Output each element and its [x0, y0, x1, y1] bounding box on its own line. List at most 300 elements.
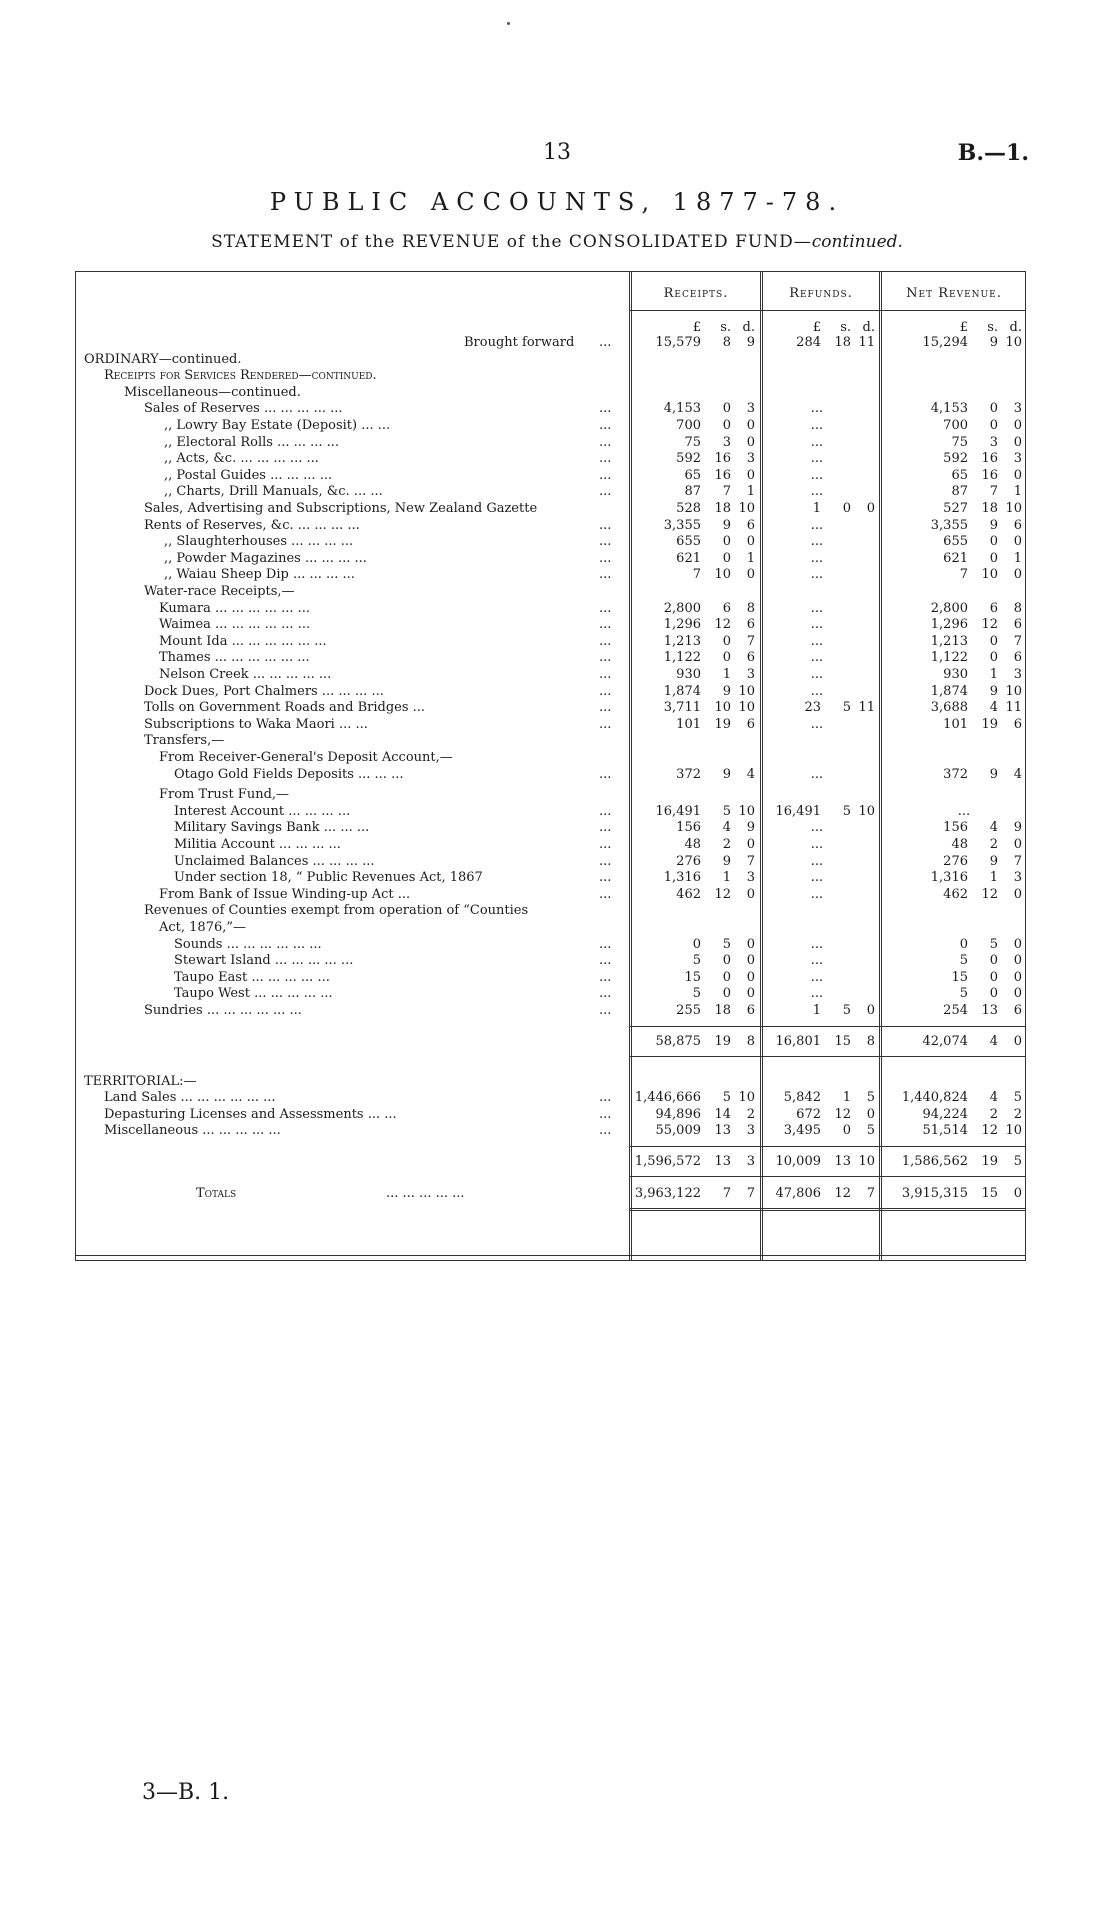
shillings-value: 9: [989, 853, 998, 869]
pounds-value: 3,495: [783, 1123, 821, 1139]
pence-value: 0: [746, 418, 755, 433]
pounds-value: 3,963,122: [634, 1186, 701, 1201]
shillings-value: 10: [714, 567, 731, 583]
pence-value: 10: [1005, 1123, 1022, 1139]
pounds-value: 48: [684, 837, 701, 852]
table-row: [76, 920, 1027, 936]
shillings-value: 10: [981, 567, 998, 583]
table-row: [76, 767, 1027, 783]
pence-value: 9: [1013, 820, 1022, 836]
ref-amount: [763, 1154, 877, 1170]
pounds-value: 65: [684, 467, 701, 483]
table-row: [76, 717, 1027, 733]
net-amount: [882, 837, 1024, 853]
pence-value: 0: [746, 837, 755, 852]
pounds-value: 15: [684, 969, 701, 985]
pounds-value: 55,009: [655, 1123, 701, 1139]
shillings-value: 0: [722, 969, 731, 985]
pence-value: 0: [866, 1106, 875, 1122]
pounds-value: 58,875: [655, 1033, 701, 1049]
shillings-value: 2: [989, 837, 998, 852]
leader-dots: ...: [599, 401, 612, 417]
territorial-total-row: [76, 1154, 1027, 1170]
row-description: Miscellaneous ... ... ... ... ...: [104, 1123, 281, 1139]
net-amount: [882, 617, 1024, 633]
row-description: Revenues of Counties exempt from operation of “Counties: [144, 903, 529, 919]
shillings-value: 0: [989, 633, 998, 649]
pence-value: 6: [1013, 617, 1022, 633]
shillings-value: 18: [714, 1003, 731, 1018]
ref-placeholder: [763, 418, 877, 434]
rec-amount: [632, 451, 757, 467]
rec-amount: [632, 534, 757, 550]
table-row: [76, 617, 1027, 633]
pence-value: 3: [746, 870, 755, 886]
pence-value: 6: [746, 517, 755, 533]
pounds-value: 1: [812, 501, 821, 516]
pounds-value: 1,586,562: [901, 1154, 968, 1169]
pence-value: 0: [1013, 534, 1022, 550]
row-description: ,, Slaughterhouses ... ... ... ...: [164, 534, 354, 550]
pounds-value: 5,842: [783, 1090, 821, 1106]
pence-value: 0: [1013, 1186, 1022, 1201]
shilling-symbol: s.: [987, 320, 998, 335]
table-row: [76, 804, 1027, 820]
net-amount: [882, 634, 1024, 650]
leader-dots: ...: [599, 600, 612, 616]
pence-value: 0: [1013, 434, 1022, 450]
shillings-value: 0: [989, 401, 998, 417]
shillings-value: 0: [989, 969, 998, 985]
pounds-value: 276: [943, 853, 968, 869]
table-row: [76, 534, 1027, 550]
ref-placeholder: [763, 435, 877, 451]
pence-value: 6: [1013, 517, 1022, 533]
nil-marker: ...: [810, 766, 824, 782]
table-row: [76, 501, 1027, 517]
net-amount: [882, 501, 1024, 517]
row-description: ,, Powder Magazines ... ... ... ...: [164, 550, 367, 566]
row-description: From Bank of Issue Winding-up Act ...: [159, 886, 411, 902]
leader-dots: ...: [599, 716, 612, 732]
rec-amount: [632, 700, 757, 716]
pounds-value: 372: [676, 766, 701, 782]
table-row: [76, 368, 1027, 384]
rec-amount: [632, 335, 757, 351]
leader-dots: ... ... ... ... ...: [386, 1186, 465, 1201]
pence-value: 4: [1013, 766, 1022, 782]
shillings-value: 5: [842, 1003, 851, 1018]
rec-amount: [632, 717, 757, 733]
pounds-value: 16,491: [655, 803, 701, 819]
shillings-value: 19: [714, 716, 731, 732]
net-amount: [882, 937, 1024, 953]
row-description: ,, Electoral Rolls ... ... ... ...: [164, 434, 340, 450]
shillings-value: 0: [722, 953, 731, 969]
row-description: Sundries ... ... ... ... ... ...: [144, 1003, 302, 1018]
ink-speck: [507, 22, 510, 25]
pounds-value: 47,806: [775, 1186, 821, 1201]
row-description: Taupo West ... ... ... ... ...: [174, 986, 333, 1002]
shillings-value: 10: [714, 700, 731, 716]
shillings-value: 13: [714, 1123, 731, 1139]
pence-value: 6: [746, 650, 755, 666]
pounds-value: 3,711: [663, 700, 701, 716]
row-description: Miscellaneous—continued.: [124, 384, 301, 400]
leader-dots: ...: [599, 650, 612, 666]
shillings-value: 0: [989, 986, 998, 1002]
table-row: [76, 468, 1027, 484]
pence-value: 0: [746, 953, 755, 969]
pounds-value: 1,316: [663, 870, 701, 886]
pence-value: 7: [746, 633, 755, 649]
pounds-value: 87: [951, 484, 968, 500]
row-description: Stewart Island ... ... ... ... ...: [174, 953, 354, 969]
pounds-value: 75: [684, 434, 701, 450]
pence-value: 7: [1013, 633, 1022, 649]
shillings-value: 14: [714, 1106, 731, 1122]
net-amount: [882, 601, 1024, 617]
ref-placeholder: [763, 617, 877, 633]
net-amount: [882, 1090, 1024, 1106]
nil-marker: ...: [810, 467, 824, 483]
row-description: ,, Lowry Bay Estate (Deposit) ... ...: [164, 418, 391, 433]
row-description: Taupo East ... ... ... ... ...: [174, 969, 330, 985]
pence-value: 11: [858, 335, 875, 350]
shillings-value: 9: [722, 766, 731, 782]
shillings-value: 1: [989, 870, 998, 886]
table-row: [76, 435, 1027, 451]
shillings-value: 0: [722, 550, 731, 566]
pounds-value: 930: [676, 667, 701, 682]
shillings-value: 0: [722, 650, 731, 666]
pounds-value: 621: [943, 550, 968, 566]
pounds-value: 930: [943, 667, 968, 682]
leader-dots: ...: [599, 418, 612, 433]
pence-value: 0: [746, 434, 755, 450]
net-amount: [882, 1186, 1024, 1202]
table-row: [76, 953, 1027, 969]
pence-value: 6: [1013, 1003, 1022, 1018]
leader-dots: ...: [599, 820, 612, 836]
pence-value: 10: [1005, 501, 1022, 516]
shillings-value: 9: [989, 517, 998, 533]
nil-marker: ...: [810, 550, 824, 566]
shillings-value: 9: [722, 853, 731, 869]
pence-value: 5: [1013, 1090, 1022, 1106]
shillings-value: 6: [989, 600, 998, 616]
pence-value: 10: [738, 700, 755, 716]
pounds-value: 7: [959, 567, 968, 583]
shillings-value: 1: [722, 870, 731, 886]
rec-amount: [632, 1003, 757, 1019]
net-amount: [882, 1034, 1024, 1050]
shillings-value: 0: [842, 501, 851, 516]
net-amount: [882, 1003, 1024, 1019]
nil-marker: ...: [810, 633, 824, 649]
section-heading: TERRITORIAL:—: [84, 1073, 197, 1089]
table-row: [76, 385, 1027, 401]
table-row: [76, 567, 1027, 583]
ref-placeholder: [763, 567, 877, 583]
pounds-value: 1,213: [663, 633, 701, 649]
ref-placeholder: [763, 667, 877, 683]
pence-value: 0: [746, 986, 755, 1002]
row-description: ,, Waiau Sheep Dip ... ... ... ...: [164, 567, 355, 583]
shillings-value: 12: [981, 886, 998, 902]
pounds-value: 156: [943, 820, 968, 836]
ref-placeholder: [763, 767, 877, 783]
nil-marker: ...: [810, 567, 824, 583]
pounds-value: 7: [692, 567, 701, 583]
shillings-value: 12: [834, 1186, 851, 1201]
shillings-value: 2: [722, 837, 731, 852]
leader-dots: ...: [599, 1123, 612, 1139]
shillings-value: 18: [834, 335, 851, 350]
shillings-value: 9: [989, 766, 998, 782]
table-row: [76, 750, 1027, 766]
table-row: [76, 870, 1027, 886]
rec-amount: [632, 551, 757, 567]
net-amount: [882, 418, 1024, 434]
rec-amount: [632, 937, 757, 953]
pence-value: 3: [1013, 870, 1022, 886]
shillings-value: 16: [981, 467, 998, 483]
table-row: [76, 551, 1027, 567]
net-amount: [882, 970, 1024, 986]
table-row: [76, 401, 1027, 417]
rec-amount: [632, 970, 757, 986]
rec-amount: [632, 484, 757, 500]
net-amount: [882, 1107, 1024, 1123]
pounds-value: 42,074: [922, 1033, 968, 1049]
pounds-value: 700: [676, 418, 701, 433]
pounds-value: 15,294: [922, 335, 968, 350]
shillings-value: 7: [989, 484, 998, 500]
shillings-value: 5: [989, 936, 998, 952]
pence-value: 10: [858, 1154, 875, 1169]
net-amount: [882, 451, 1024, 467]
ref-placeholder: [763, 970, 877, 986]
shillings-value: 12: [714, 617, 731, 633]
pounds-value: 672: [796, 1106, 821, 1122]
pounds-value: 1,440,824: [901, 1090, 968, 1106]
nil-marker: ...: [810, 534, 824, 550]
nil-marker: ...: [810, 986, 824, 1002]
table-row: [76, 1123, 1027, 1139]
totals-label: Totals: [196, 1186, 237, 1201]
ref-placeholder: [763, 937, 877, 953]
pence-value: 10: [858, 803, 875, 819]
subtitle-main: STATEMENT of the REVENUE of the CONSOLIDATED FUND—: [211, 232, 812, 252]
pence-value: 5: [866, 1090, 875, 1106]
rec-amount: [632, 601, 757, 617]
row-description: Thames ... ... ... ... ... ...: [159, 650, 310, 666]
nil-marker: ...: [810, 600, 824, 616]
pence-symbol: d.: [1009, 320, 1022, 335]
ref-placeholder: [763, 650, 877, 666]
leader-dots: ...: [599, 969, 612, 985]
leader-dots: ...: [599, 683, 612, 699]
shillings-value: 1: [842, 1090, 851, 1106]
pence-value: 0: [746, 567, 755, 583]
pence-value: 10: [738, 683, 755, 699]
table-row: [76, 518, 1027, 534]
table-row: [76, 733, 1027, 749]
pounds-value: 2,800: [663, 600, 701, 616]
net-amount: [882, 435, 1024, 451]
leader-dots: ...: [599, 803, 612, 819]
net-amount: [882, 953, 1024, 969]
row-description: Act, 1876,”—: [159, 920, 247, 935]
pence-value: 1: [746, 484, 755, 500]
subtotal-rule: [629, 1146, 1025, 1147]
table-row: [76, 335, 1027, 351]
shillings-value: 0: [842, 1123, 851, 1139]
ref-placeholder: [763, 854, 877, 870]
net-amount: [882, 468, 1024, 484]
subtotal-rule: [629, 1026, 1025, 1027]
shillings-value: 12: [981, 617, 998, 633]
row-description: Sales of Reserves ... ... ... ... ...: [144, 401, 343, 417]
pounds-value: 592: [676, 451, 701, 467]
pence-value: 8: [866, 1033, 875, 1049]
shillings-value: 4: [989, 1033, 998, 1049]
ref-placeholder: [763, 634, 877, 650]
leader-dots: ...: [599, 1003, 612, 1018]
net-amount: [882, 1154, 1024, 1170]
pence-value: 0: [866, 1003, 875, 1018]
ordinary-total-row: [76, 1034, 1027, 1050]
pounds-value: 255: [676, 1003, 701, 1018]
ref-placeholder: [763, 820, 877, 836]
pence-value: 0: [1013, 837, 1022, 852]
shillings-value: 12: [714, 886, 731, 902]
shillings-value: 2: [989, 1106, 998, 1122]
table-row: [76, 684, 1027, 700]
shillings-value: 0: [989, 953, 998, 969]
pounds-value: 3,355: [930, 517, 968, 533]
net-amount: [882, 700, 1024, 716]
row-description: Tolls on Government Roads and Bridges ...: [144, 700, 426, 716]
shillings-value: 3: [722, 434, 731, 450]
ref-amount: [763, 1090, 877, 1106]
nil-marker: ...: [810, 716, 824, 732]
shillings-value: 1: [722, 667, 731, 682]
row-description: Water-race Receipts,—: [144, 584, 295, 599]
grand-totals-row: [76, 1186, 1027, 1202]
shillings-value: 9: [722, 683, 731, 699]
rec-amount: [632, 820, 757, 836]
pound-symbol: £: [692, 320, 701, 335]
ref-placeholder: [763, 468, 877, 484]
pounds-value: 592: [943, 451, 968, 467]
pence-value: 7: [1013, 853, 1022, 869]
shillings-value: 19: [981, 1154, 998, 1169]
rec-amount: [632, 518, 757, 534]
ref-amount: [763, 501, 877, 517]
pence-value: 9: [746, 335, 755, 350]
rec-amount: [632, 501, 757, 517]
row-description: Sales, Advertising and Subscriptions, New Zealand Gazette: [144, 501, 538, 516]
shillings-value: 3: [989, 434, 998, 450]
rec-amount: [632, 401, 757, 417]
shillings-value: 9: [989, 335, 998, 350]
ref-placeholder: [763, 837, 877, 853]
net-amount: [882, 650, 1024, 666]
row-description: Military Savings Bank ... ... ...: [174, 820, 370, 836]
pounds-value: 156: [676, 820, 701, 836]
pounds-value: 75: [951, 434, 968, 450]
ref-amount: [763, 1107, 877, 1123]
nil-marker: ...: [810, 650, 824, 666]
pounds-value: 10,009: [775, 1154, 821, 1169]
subtotal-rule: [629, 1056, 1025, 1057]
page-number: 13: [543, 140, 571, 165]
leader-dots: ...: [599, 853, 612, 869]
row-description: Dock Dues, Port Chalmers ... ... ... ...: [144, 683, 384, 699]
rec-amount: [632, 435, 757, 451]
nil-marker: ...: [957, 803, 971, 819]
nil-marker: ...: [810, 451, 824, 467]
net-amount: [882, 551, 1024, 567]
nil-marker: ...: [810, 484, 824, 500]
pence-value: 0: [1013, 953, 1022, 969]
subtitle-continued: continued.: [811, 232, 903, 252]
table-row: [76, 970, 1027, 986]
nil-marker: ...: [810, 886, 824, 902]
pounds-value: 101: [676, 716, 701, 732]
pounds-value: 2,800: [930, 600, 968, 616]
refunds-header: Refunds.: [789, 286, 853, 301]
pence-value: 0: [1013, 886, 1022, 902]
pence-value: 6: [1013, 716, 1022, 732]
shillings-value: 5: [722, 803, 731, 819]
row-description: Rents of Reserves, &c. ... ... ... ...: [144, 517, 360, 533]
ref-amount: [763, 335, 877, 351]
ref-placeholder: [763, 887, 877, 903]
shillings-value: 0: [722, 633, 731, 649]
header-rule: [629, 310, 1025, 311]
territorial-heading-row: [76, 1074, 1027, 1090]
shillings-value: 15: [981, 1186, 998, 1201]
ref-placeholder: [763, 953, 877, 969]
net-amount: [882, 767, 1024, 783]
table-row: [76, 1107, 1027, 1123]
receipts-header: Receipts.: [663, 286, 729, 301]
nil-marker: ...: [810, 820, 824, 836]
rec-amount: [632, 650, 757, 666]
shillings-value: 4: [989, 820, 998, 836]
row-description: Receipts for Services Rendered—continued.: [104, 368, 377, 384]
pound-symbol: £: [959, 320, 968, 335]
pounds-value: 48: [951, 837, 968, 852]
ref-units: [763, 320, 877, 336]
subtotal-rule: [629, 1176, 1025, 1177]
rec-amount: [632, 837, 757, 853]
shillings-value: 5: [722, 936, 731, 952]
rec-amount: [632, 617, 757, 633]
table-row: [76, 700, 1027, 716]
pounds-value: 655: [943, 534, 968, 550]
leader-dots: ...: [599, 434, 612, 450]
row-description: Militia Account ... ... ... ...: [174, 837, 341, 852]
pounds-value: 3,688: [930, 700, 968, 716]
row-description: Land Sales ... ... ... ... ... ...: [104, 1090, 276, 1106]
pence-value: 0: [746, 534, 755, 550]
pence-value: 7: [746, 853, 755, 869]
shillings-value: 0: [722, 401, 731, 417]
